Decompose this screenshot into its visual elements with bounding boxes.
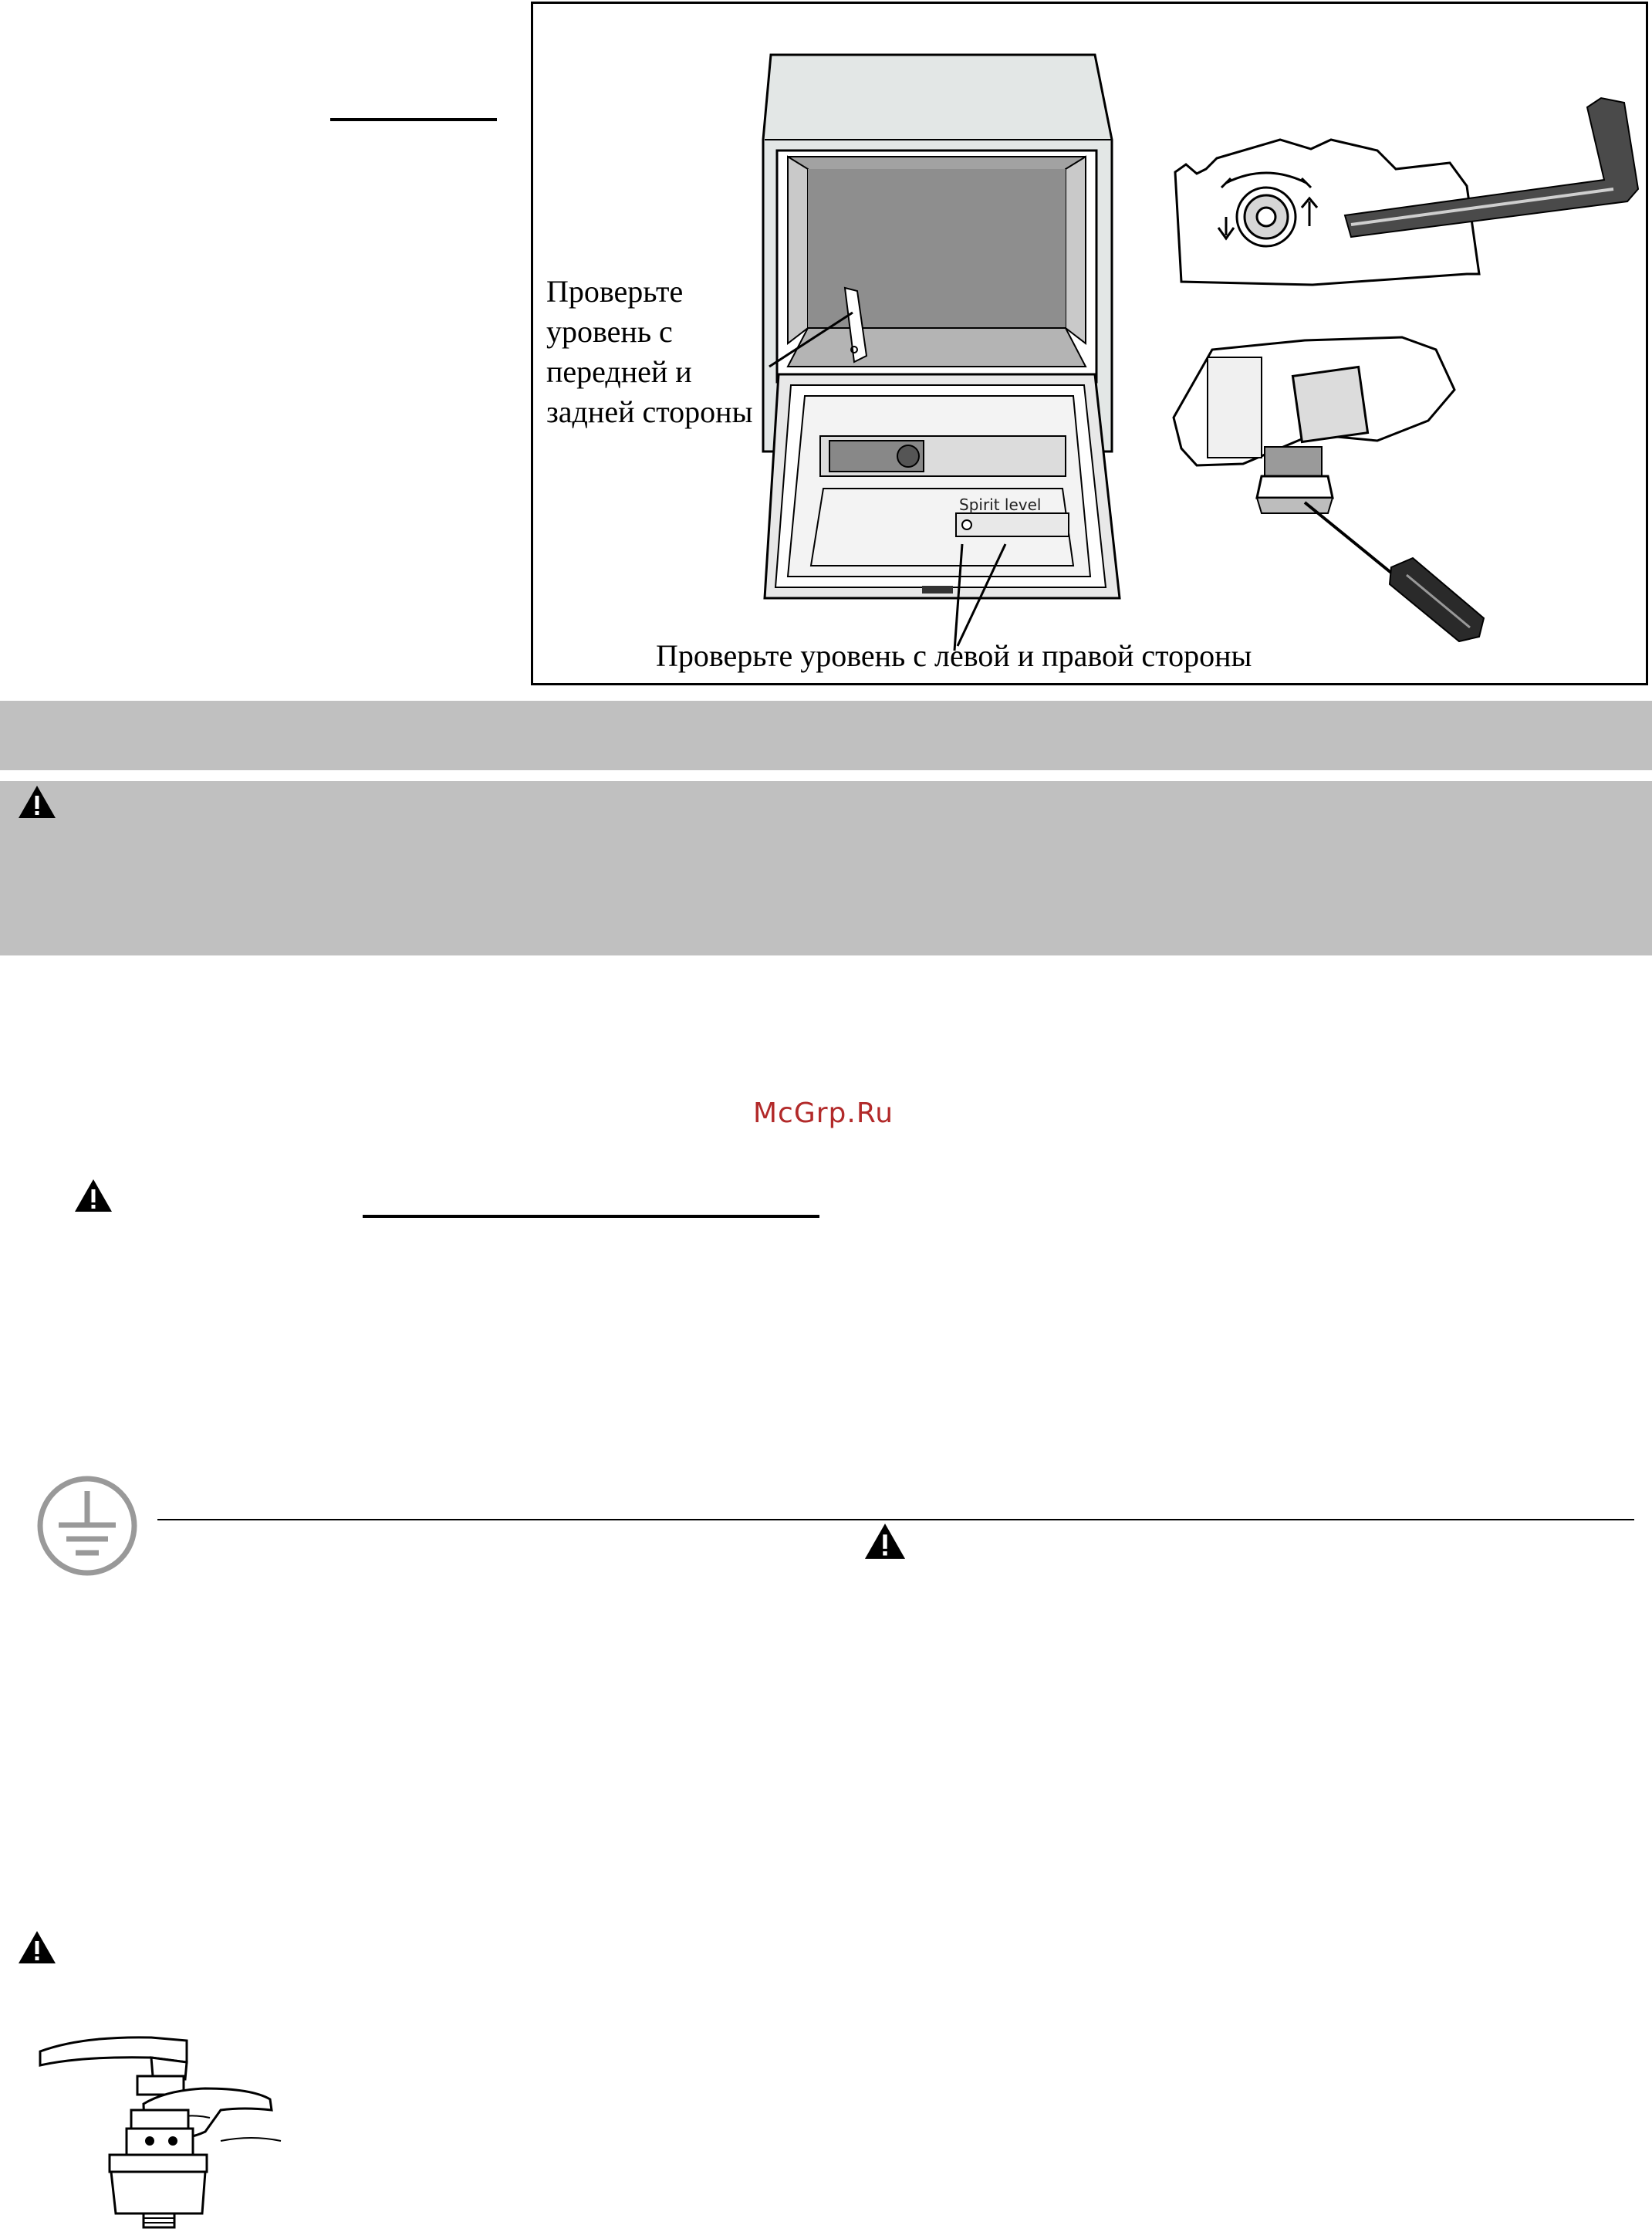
spirit-level-label: Spirit level: [959, 495, 1042, 514]
left-right-label: Проверьте уровень с левой и правой стороны: [656, 638, 1252, 673]
section-heading-underline: [363, 1215, 819, 1218]
warning-triangle-icon: [17, 1929, 57, 1965]
faucet-connector-illustration: [35, 2005, 282, 2229]
section-band: [0, 701, 1652, 770]
heading-underline: [330, 118, 497, 121]
front-back-label-line-2: уровень с: [546, 314, 673, 349]
warning-band: [0, 781, 1652, 955]
watermark: McGrp.Ru: [753, 1097, 894, 1129]
front-back-label-line-1: Проверьте: [546, 274, 684, 309]
warning-triangle-icon: [73, 1178, 113, 1213]
front-back-label: [546, 272, 752, 432]
front-back-label-line-3: передней и: [546, 354, 692, 389]
warning-triangle-icon: [17, 784, 57, 820]
warning-triangle-icon: [863, 1522, 907, 1561]
grounding-divider: [157, 1519, 1634, 1520]
front-back-label-line-4: задней стороны: [546, 394, 753, 429]
ground-symbol-icon: [35, 1474, 139, 1578]
